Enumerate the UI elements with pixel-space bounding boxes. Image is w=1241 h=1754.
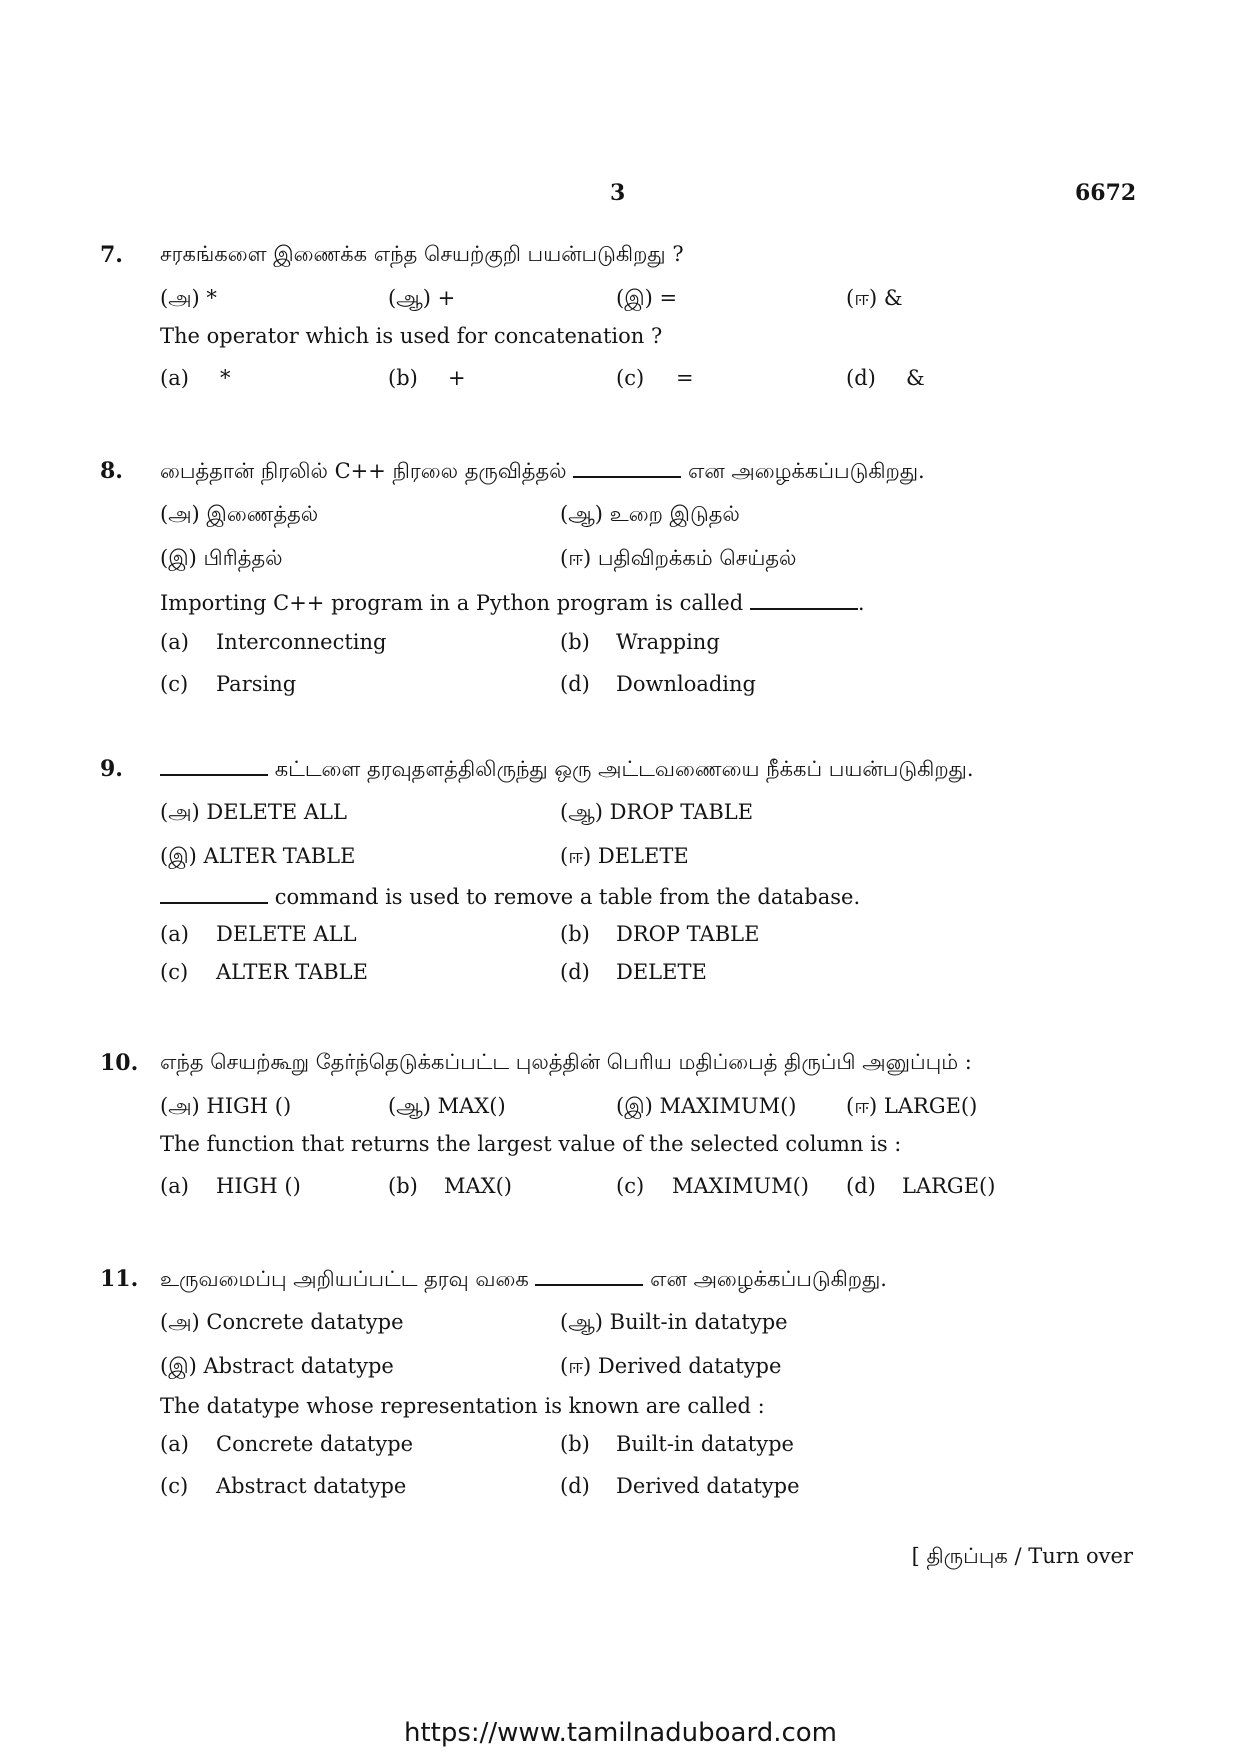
option-tamil-c (160, 844, 355, 871)
option-label: (ஈ) (560, 546, 592, 570)
option-text: DELETE (616, 960, 707, 984)
option-english-a (160, 366, 231, 390)
option-text: Concrete datatype (206, 1310, 404, 1334)
option-text: + (437, 286, 456, 310)
option-label: (இ) (160, 1354, 197, 1378)
option-text: MAXIMUM() (672, 1174, 810, 1198)
question-number: 11. (100, 1266, 139, 1292)
option-label: (இ) (616, 1094, 653, 1118)
question-text-english: The datatype whose representation is known are called : (160, 1394, 765, 1418)
option-tamil-c (616, 1094, 797, 1121)
option-text: HIGH () (216, 1174, 301, 1198)
question-text-part: . (857, 591, 865, 615)
option-label: (a) (160, 630, 189, 654)
option-tamil-c (616, 286, 677, 313)
option-label: (ஆ) (388, 1094, 431, 1118)
option-tamil-c (160, 546, 283, 573)
option-tamil-b (560, 800, 753, 827)
option-label: (a) (160, 366, 189, 390)
option-english-d (560, 960, 707, 984)
option-tamil-d (560, 844, 689, 871)
option-tamil-b (388, 286, 455, 313)
question-text-english: The operator which is used for concatenation ? (160, 324, 663, 348)
question-text-english (160, 590, 865, 615)
option-text: Abstract datatype (216, 1474, 407, 1498)
answer-blank (750, 590, 858, 610)
option-english-a (160, 630, 387, 654)
option-english-c (160, 1474, 406, 1498)
option-text: Interconnecting (216, 630, 387, 654)
question-text-tamil (160, 1266, 887, 1294)
question-paper-code: 6672 (1075, 180, 1137, 206)
option-text: MAXIMUM() (659, 1094, 797, 1118)
answer-blank (573, 458, 681, 478)
option-label: (d) (846, 366, 876, 390)
answer-blank (535, 1266, 643, 1286)
option-tamil-a (160, 800, 347, 827)
option-label: (b) (560, 922, 590, 946)
option-text: = (659, 286, 678, 310)
question-text-part: என அழைக்கப்படுகிறது. (687, 459, 925, 483)
option-label: (இ) (160, 546, 197, 570)
option-tamil-a (160, 1094, 291, 1121)
option-label: (d) (846, 1174, 876, 1198)
option-label: (d) (560, 960, 590, 984)
option-label: (b) (560, 630, 590, 654)
option-english-d (560, 672, 756, 696)
option-label: (இ) (616, 286, 653, 310)
option-label: (ஈ) (560, 844, 592, 868)
question-text-english: The function that returns the largest value of the selected column is : (160, 1132, 902, 1156)
option-text: HIGH () (206, 1094, 292, 1118)
option-text: Concrete datatype (216, 1432, 414, 1456)
question-text-tamil (160, 458, 925, 486)
option-tamil-a (160, 1310, 404, 1337)
option-english-a (160, 922, 357, 946)
option-label: (அ) (160, 502, 200, 526)
option-text: Built-in datatype (616, 1432, 794, 1456)
option-text: Parsing (216, 672, 297, 696)
option-english-d (846, 1174, 995, 1198)
question-text-part: பைத்தான் நிரலில் C++ நிரலை தருவித்தல் (160, 459, 567, 483)
option-text: + (448, 366, 466, 390)
question-number: 7. (100, 242, 123, 268)
option-label: (b) (388, 1174, 418, 1198)
option-label: (d) (560, 1474, 590, 1498)
option-english-b (560, 630, 720, 654)
question-number: 8. (100, 458, 123, 484)
option-label: (ஆ) (560, 1310, 603, 1334)
option-label: (ஈ) (846, 1094, 878, 1118)
option-text: & (906, 366, 925, 390)
option-text: = (676, 366, 694, 390)
option-text: * (206, 286, 217, 310)
option-tamil-b (560, 502, 740, 529)
option-english-b (560, 922, 759, 946)
option-label: (c) (160, 1474, 189, 1498)
option-text: DROP TABLE (616, 922, 760, 946)
option-tamil-d (846, 286, 903, 313)
option-tamil-c (160, 1354, 394, 1381)
question-number: 9. (100, 756, 123, 782)
option-label: (அ) (160, 286, 200, 310)
page-number: 3 (610, 180, 626, 206)
option-label: (ஈ) (560, 1354, 592, 1378)
question-text-part: உருவமைப்பு அறியப்பட்ட தரவு வகை (160, 1267, 529, 1291)
website-url: https://www.tamilnaduboard.com (403, 1718, 838, 1748)
option-tamil-d (560, 1354, 781, 1381)
option-label: (c) (616, 1174, 645, 1198)
option-text: LARGE() (883, 1094, 978, 1118)
option-text: பிரித்தல் (203, 546, 283, 570)
option-label: (ஆ) (388, 286, 431, 310)
option-tamil-a (160, 286, 217, 313)
option-label: (c) (616, 366, 645, 390)
option-label: (அ) (160, 800, 200, 824)
option-text: DELETE ALL (216, 922, 357, 946)
option-english-d (560, 1474, 800, 1498)
option-english-c (160, 672, 296, 696)
option-text: Downloading (616, 672, 756, 696)
answer-blank (160, 756, 268, 776)
option-english-a (160, 1174, 301, 1198)
option-text: ALTER TABLE (216, 960, 368, 984)
option-text: பதிவிறக்கம் செய்தல் (597, 546, 797, 570)
option-tamil-d (560, 546, 796, 573)
option-english-a (160, 1432, 413, 1456)
option-label: (ஆ) (560, 800, 603, 824)
answer-blank (160, 884, 268, 904)
option-label: (c) (160, 960, 189, 984)
option-text: Derived datatype (597, 1354, 782, 1378)
option-english-b (388, 366, 466, 390)
option-text: * (220, 366, 231, 390)
option-label: (c) (160, 672, 189, 696)
option-label: (ஈ) (846, 286, 878, 310)
turn-over-note: [ திருப்புக / Turn over (911, 1544, 1133, 1568)
option-text: & (883, 286, 903, 310)
option-text: DELETE ALL (206, 800, 347, 824)
question-text-part: என அழைக்கப்படுகிறது. (650, 1267, 887, 1291)
option-label: (d) (560, 672, 590, 696)
option-english-d (846, 366, 925, 390)
option-text: ALTER TABLE (203, 844, 356, 868)
option-label: (இ) (160, 844, 197, 868)
option-tamil-b (560, 1310, 788, 1337)
option-text: MAX() (437, 1094, 506, 1118)
option-label: (a) (160, 922, 189, 946)
question-text-tamil: எந்த செயற்கூறு தேர்ந்தெடுக்கப்பட்ட புலத்தின் பெரிய மதிப்பைத் திருப்பி அனுப்பும் : (160, 1050, 972, 1074)
option-label: (a) (160, 1174, 189, 1198)
option-english-c (616, 366, 694, 390)
option-text: MAX() (444, 1174, 513, 1198)
option-text: LARGE() (902, 1174, 996, 1198)
option-tamil-d (846, 1094, 977, 1121)
question-text-english (160, 884, 860, 909)
option-text: Abstract datatype (203, 1354, 394, 1378)
question-text-tamil: சரகங்களை இணைக்க எந்த செயற்குறி பயன்படுகிறது ? (160, 242, 684, 266)
question-text-part: Importing C++ program in a Python program is called (160, 591, 744, 615)
question-text-part: command is used to remove a table from the database. (274, 885, 861, 909)
option-english-c (160, 960, 368, 984)
question-text-tamil (160, 756, 974, 784)
option-label: (அ) (160, 1310, 200, 1334)
option-text: இணைத்தல் (206, 502, 319, 526)
option-tamil-b (388, 1094, 506, 1121)
option-text: Built-in datatype (609, 1310, 788, 1334)
option-label: (ஆ) (560, 502, 603, 526)
option-english-b (560, 1432, 794, 1456)
question-text-part: கட்டளை தரவுதளத்திலிருந்து ஒரு அட்டவணையை நீக்கப் பயன்படுகிறது. (274, 757, 974, 781)
option-english-c (616, 1174, 809, 1198)
question-number: 10. (100, 1050, 139, 1076)
option-text: Wrapping (616, 630, 720, 654)
option-label: (a) (160, 1432, 189, 1456)
option-label: (b) (388, 366, 418, 390)
option-label: (b) (560, 1432, 590, 1456)
option-english-b (388, 1174, 512, 1198)
option-text: உறை இடுதல் (609, 502, 740, 526)
option-text: DROP TABLE (609, 800, 754, 824)
option-text: DELETE (597, 844, 689, 868)
option-label: (அ) (160, 1094, 200, 1118)
option-tamil-a (160, 502, 318, 529)
option-text: Derived datatype (616, 1474, 800, 1498)
